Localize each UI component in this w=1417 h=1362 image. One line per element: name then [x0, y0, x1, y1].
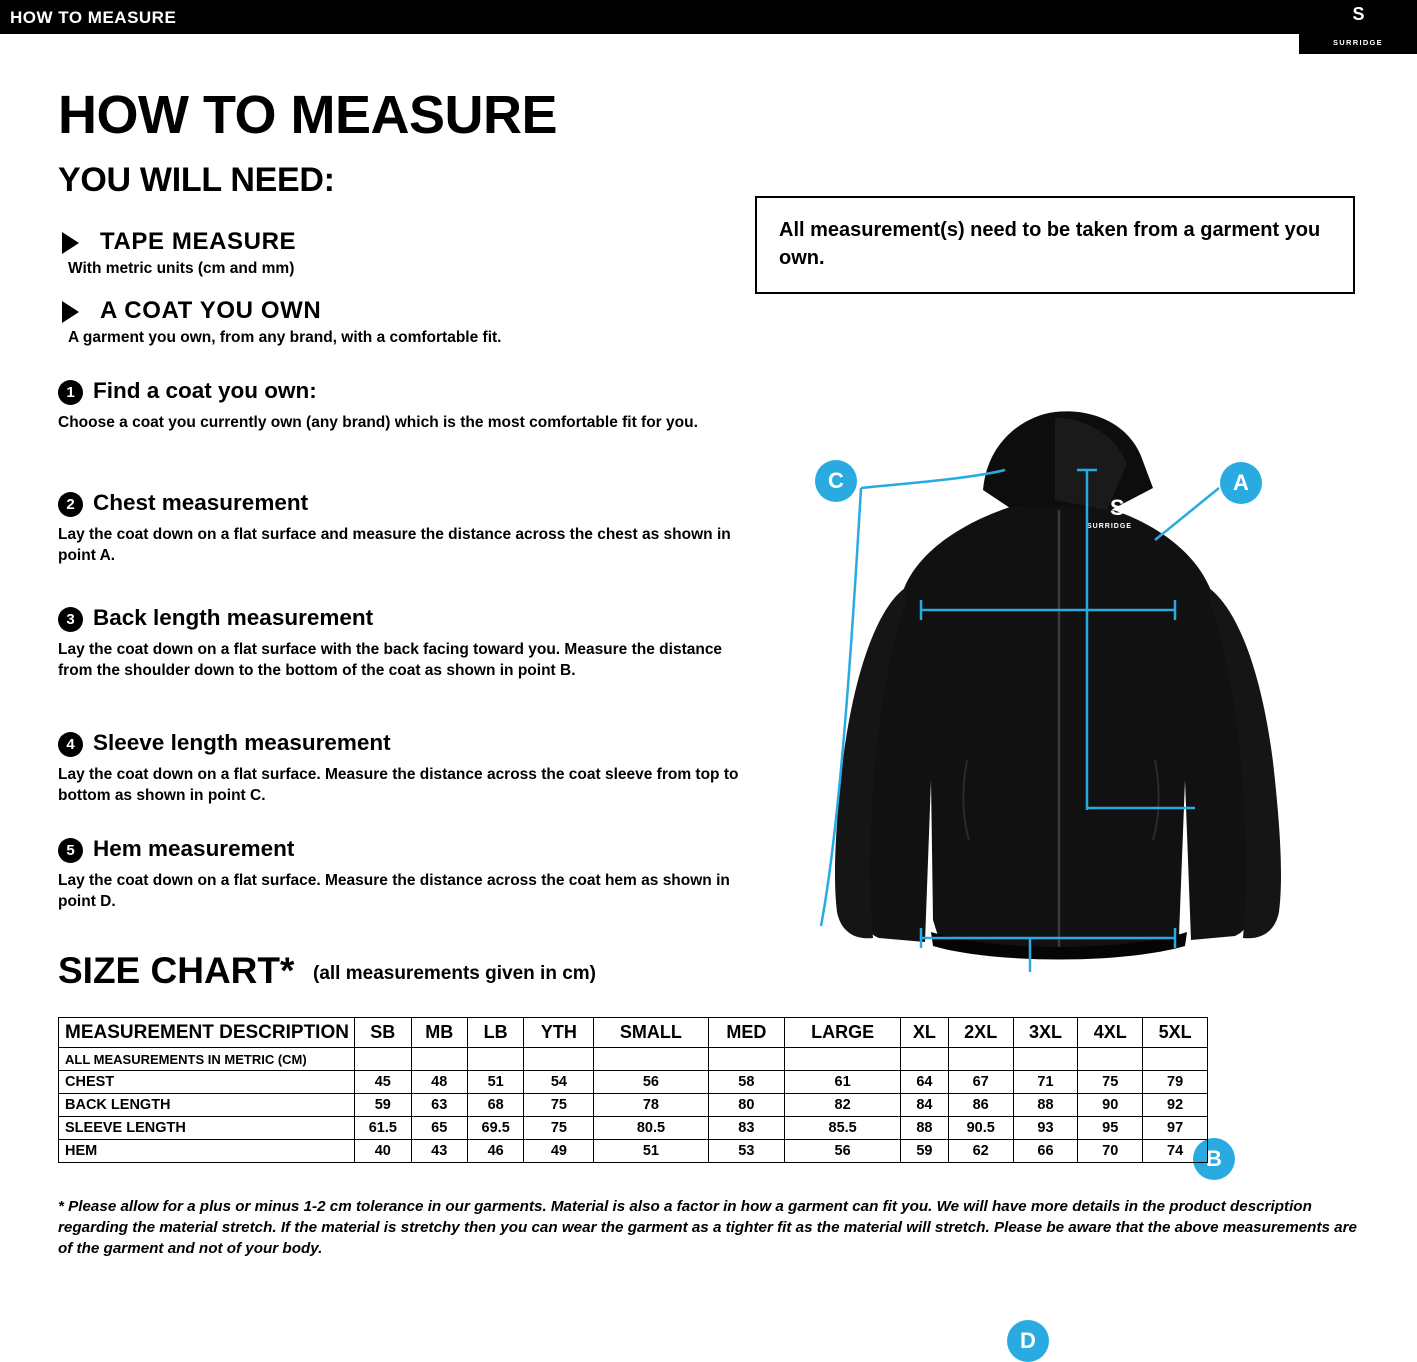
cell	[467, 1048, 524, 1071]
cell	[708, 1048, 785, 1071]
cell: 71	[1013, 1071, 1078, 1094]
cell: 56	[594, 1071, 708, 1094]
column-header: YTH	[524, 1018, 594, 1048]
column-header: MED	[708, 1018, 785, 1048]
cell: 62	[948, 1140, 1013, 1163]
measure-marker-a: A	[1220, 462, 1262, 504]
you-will-need-heading: YOU WILL NEED:	[58, 161, 335, 199]
note-box	[755, 196, 1355, 294]
step-title: Back length measurement	[93, 605, 374, 630]
brand-logo	[1299, 0, 1417, 54]
step-title: Find a coat you own:	[93, 378, 317, 403]
measure-marker-c: C	[815, 460, 857, 502]
top-bar	[0, 0, 1417, 34]
top-bar-title: HOW TO MEASURE	[10, 8, 177, 27]
table-row-units	[59, 1048, 1208, 1071]
step-number-badge: 3	[58, 607, 83, 632]
cell: 75	[524, 1094, 594, 1117]
row-label: HEM	[59, 1140, 355, 1163]
cell: 48	[411, 1071, 467, 1094]
cell: 69.5	[467, 1117, 524, 1140]
cell: 59	[355, 1094, 412, 1117]
step-body: Lay the coat down on a flat surface. Measure the distance across the coat sleeve from top to bottom as shown in point C.	[58, 766, 739, 804]
cell: 85.5	[785, 1117, 901, 1140]
cell: 53	[708, 1140, 785, 1163]
step-number-badge: 4	[58, 732, 83, 757]
cell: 86	[948, 1094, 1013, 1117]
step-number-badge: 1	[58, 380, 83, 405]
size-chart-title: SIZE CHART*	[58, 950, 295, 991]
need-item-subtitle: A garment you own, from any brand, with a comfortable fit.	[68, 329, 502, 346]
note-text: All measurement(s) need to be taken from a garment you own.	[779, 219, 1321, 269]
cell: 88	[1013, 1094, 1078, 1117]
cell: 75	[1078, 1071, 1143, 1094]
step-body: Lay the coat down on a flat surface and measure the distance across the chest as shown in point A.	[58, 526, 731, 564]
cell: 70	[1078, 1140, 1143, 1163]
svg-text:SURRIDGE: SURRIDGE	[1087, 523, 1132, 530]
cell: 95	[1078, 1117, 1143, 1140]
cell: 51	[594, 1140, 708, 1163]
row-label: CHEST	[59, 1071, 355, 1094]
column-header: SMALL	[594, 1018, 708, 1048]
cell: 93	[1013, 1117, 1078, 1140]
cell: 80	[708, 1094, 785, 1117]
step-number-badge: 5	[58, 838, 83, 863]
table-header-row	[59, 1018, 1208, 1048]
cell: 79	[1143, 1071, 1208, 1094]
column-header: SB	[355, 1018, 412, 1048]
step-body: Lay the coat down on a flat surface with the back facing toward you. Measure the distance from the shoulder down to the bottom of the coat as shown in point B.	[58, 641, 723, 679]
column-header: MEASUREMENT DESCRIPTION	[59, 1018, 355, 1048]
brand-mark-icon: S	[1352, 4, 1364, 24]
cell: 63	[411, 1094, 467, 1117]
cell	[411, 1048, 467, 1071]
cell: 90	[1078, 1094, 1143, 1117]
triangle-bullet-icon	[62, 232, 79, 254]
cell: 82	[785, 1094, 901, 1117]
step-title: Chest measurement	[93, 490, 309, 515]
table-row	[59, 1094, 1208, 1117]
cell	[901, 1048, 949, 1071]
cell: 65	[411, 1117, 467, 1140]
triangle-bullet-icon	[62, 301, 79, 323]
cell: 68	[467, 1094, 524, 1117]
cell: 51	[467, 1071, 524, 1094]
cell: 45	[355, 1071, 412, 1094]
column-header: XL	[901, 1018, 949, 1048]
column-header: 2XL	[948, 1018, 1013, 1048]
cell: 61	[785, 1071, 901, 1094]
cell: 46	[467, 1140, 524, 1163]
need-item-title: A COAT YOU OWN	[100, 297, 322, 324]
column-header: MB	[411, 1018, 467, 1048]
column-header: 3XL	[1013, 1018, 1078, 1048]
cell: 58	[708, 1071, 785, 1094]
cell	[594, 1048, 708, 1071]
cell	[1078, 1048, 1143, 1071]
step-body: Lay the coat down on a flat surface. Measure the distance across the coat hem as shown in point D.	[58, 872, 730, 910]
cell: 64	[901, 1071, 949, 1094]
cell: 83	[708, 1117, 785, 1140]
size-chart-subtitle: (all measurements given in cm)	[313, 963, 596, 984]
svg-text:S: S	[1110, 495, 1125, 520]
measure-marker-d: D	[1007, 1320, 1049, 1362]
cell: 75	[524, 1117, 594, 1140]
footnote: * Please allow for a plus or minus 1-2 cm tolerance in our garments. Material is also a factor in how a garment can fit you. We will have more details in the product description regarding the material stretch. If the material is stretchy then you can wear the garment as a tighter fit as the material will stretch. Please be aware that the above measurements are of the garment and not of your body.	[58, 1198, 1357, 1257]
cell: 92	[1143, 1094, 1208, 1117]
cell: 54	[524, 1071, 594, 1094]
size-chart-table	[58, 1017, 1208, 1163]
row-label: BACK LENGTH	[59, 1094, 355, 1117]
column-header: LARGE	[785, 1018, 901, 1048]
table-row	[59, 1140, 1208, 1163]
page-title: HOW TO MEASURE	[58, 85, 558, 145]
cell: 43	[411, 1140, 467, 1163]
step-body: Choose a coat you currently own (any brand) which is the most comfortable fit for you.	[58, 414, 698, 431]
measure-marker-b: B	[1193, 1138, 1235, 1180]
cell	[785, 1048, 901, 1071]
step-number-badge: 2	[58, 492, 83, 517]
cell	[1143, 1048, 1208, 1071]
jacket-illustration	[755, 360, 1375, 1020]
row-label: SLEEVE LENGTH	[59, 1117, 355, 1140]
cell: 67	[948, 1071, 1013, 1094]
cell: 84	[901, 1094, 949, 1117]
cell: 49	[524, 1140, 594, 1163]
need-item-title: TAPE MEASURE	[100, 228, 297, 255]
cell: 61.5	[355, 1117, 412, 1140]
cell: 78	[594, 1094, 708, 1117]
table-row	[59, 1071, 1208, 1094]
cell: 90.5	[948, 1117, 1013, 1140]
cell	[355, 1048, 412, 1071]
cell: 74	[1143, 1140, 1208, 1163]
cell: 66	[1013, 1140, 1078, 1163]
column-header: 5XL	[1143, 1018, 1208, 1048]
cell: 80.5	[594, 1117, 708, 1140]
cell: 59	[901, 1140, 949, 1163]
cell: 88	[901, 1117, 949, 1140]
column-header: 4XL	[1078, 1018, 1143, 1048]
brand-name-label: SURRIDGE	[1333, 38, 1383, 47]
cell	[948, 1048, 1013, 1071]
cell	[524, 1048, 594, 1071]
column-header: LB	[467, 1018, 524, 1048]
cell	[1013, 1048, 1078, 1071]
need-item-coat	[62, 297, 702, 353]
cell: 40	[355, 1140, 412, 1163]
table-row	[59, 1117, 1208, 1140]
step-title: Sleeve length measurement	[93, 730, 391, 755]
cell: 56	[785, 1140, 901, 1163]
need-item-subtitle: With metric units (cm and mm)	[68, 260, 295, 277]
need-item-tape-measure	[62, 228, 702, 284]
cell: 97	[1143, 1117, 1208, 1140]
step-title: Hem measurement	[93, 836, 295, 861]
units-label: ALL MEASUREMENTS IN METRIC (CM)	[59, 1048, 355, 1071]
